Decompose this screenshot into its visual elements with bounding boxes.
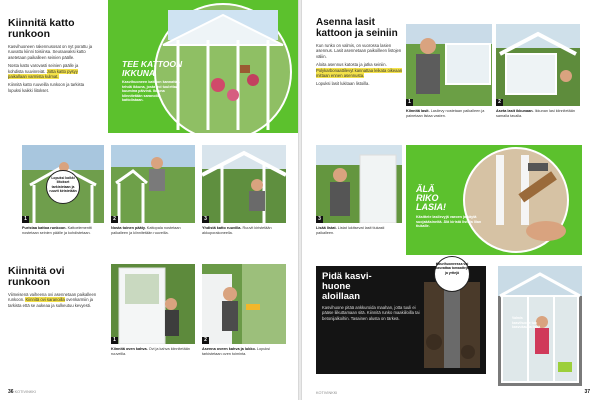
door-step-1-number: 1 bbox=[111, 337, 118, 344]
walls-title-line1: Asenna lasit bbox=[316, 17, 375, 28]
door-step-2-number: 2 bbox=[202, 337, 209, 344]
door-step-1-caption: Kiinnitä oven kahva. Ovi ja kahva kiinnitetään ruuveilla. bbox=[111, 347, 190, 356]
step-photo-2 bbox=[111, 145, 195, 223]
right-footer: KOTIVINKKI bbox=[316, 391, 338, 395]
step-1-number: 1 bbox=[22, 216, 29, 223]
glass-photo-2 bbox=[496, 24, 580, 106]
door-paragraph-1: Viimeisenä vaiheena ovi asennetaan paikalleen runkoon. Kiinnitä ovi saranoilla ovenkarmiin ja tarkista että se aukeaa ja sulkeutuu kevyesti. bbox=[8, 292, 97, 308]
glass-step-2-caption: Aseta lasit ikkunaan. Ikkunan lasi kiinnitetään samalla tavalla. bbox=[496, 109, 575, 118]
glass-photo-3 bbox=[316, 145, 402, 223]
plants-dark-panel bbox=[316, 262, 486, 374]
door-step-2-caption: Asenna oveen kahva ja lukko. Lopuksi tarkistetaan oven toiminta. bbox=[202, 347, 270, 356]
glass-step-3-caption: Lisää listat. Listat lukitsevat lasit tiukasti paikalleen. bbox=[316, 226, 385, 235]
roof-paragraph-3: Kiinnitä katto ruuveilla runkoon ja tarkista lopuksi kaikki liitokset. bbox=[8, 82, 85, 93]
step-photo-3 bbox=[202, 145, 286, 223]
right-page-number: 37 bbox=[584, 389, 590, 395]
finished-greenhouse-photo bbox=[498, 266, 582, 386]
step-2-caption: Nosta toinen pääty. Kattopala nostetaan paikalleen ja kiinnitetään ruuveilla. bbox=[111, 226, 181, 235]
tip-roof-window-title: TEE KATTOON IKKUNA bbox=[122, 59, 183, 78]
walls-paragraph-2: Aloita asennus katosta ja jatka seiniin. Polykarbonaattilevyt kannattaa leikata oikeaan mittaan ennen asennusta. bbox=[316, 62, 403, 79]
door-highlight: Kiinnitä ovi saranoilla bbox=[25, 297, 65, 303]
glass-step-1-caption: Kiinnitä lasit. Lasilevy nostetaan paikalleen ja painetaan listaa vasten. bbox=[406, 109, 485, 118]
roof-title-line2: runkoon bbox=[8, 28, 50, 41]
roof-paragraph-2: Nosta katto varovasti seinien päälle ja kohdista ruuvinreiät. Jotta katto pysyy paikallaan varmista kulmat. bbox=[8, 63, 79, 80]
roof-paragraph-1: Kasvihuoneen rakennusosat on nyt porattu ja ruuvattu kiinni toisiinsa. Seuraavaksi katto asetetaan paikalleen seinien päälle. bbox=[8, 44, 93, 60]
tip-badge-circle: Lopuksi kaikki liitokset tarkistetaan ja ruuvit kiristetään bbox=[46, 170, 80, 204]
roof-highlight: Jotta katto pysyy paikallaan varmista kulmat. bbox=[8, 68, 78, 80]
left-page-number: 36 bbox=[8, 389, 14, 395]
walls-paragraph-1: Kun runko on valmis, on vuorossa lasien asennus. Lasit asennetaan paikoilleen listojen väliin. bbox=[316, 43, 402, 59]
roof-section bbox=[8, 18, 93, 93]
right-page-number-wrap bbox=[584, 389, 590, 395]
glass-step-1-number: 1 bbox=[406, 99, 413, 106]
right-page bbox=[302, 0, 600, 400]
glass-step-2-number: 2 bbox=[496, 99, 503, 106]
walls-title-line2: kattoon ja seiniin bbox=[316, 27, 398, 39]
tip-green-panel bbox=[108, 0, 298, 133]
plants-section bbox=[322, 272, 422, 321]
step-2-number: 2 bbox=[111, 216, 118, 223]
glass-photo-1 bbox=[406, 24, 492, 106]
soil-photo bbox=[424, 282, 480, 368]
tip-roof-window-text: Kasvihuoneen kattoon kannattaa tehdä ikkuna, josta voi tuulettaa kuumina päivinä. Ikkuna kiinnitetään saranoilla kattolistaan. bbox=[122, 80, 180, 103]
finished-photo-caption: Valmis kasvihuone tuo kasvukautta lisää bbox=[512, 316, 541, 330]
door-title-line2: runkoon bbox=[8, 276, 50, 289]
walls-section bbox=[316, 18, 404, 87]
left-footer: 36 KOTIVINKKI bbox=[8, 389, 36, 395]
door-section bbox=[8, 266, 103, 308]
plants-title-line3: aloillaan bbox=[322, 290, 361, 302]
step-3-number: 3 bbox=[202, 216, 209, 223]
walls-highlight: Polykarbonaattilevyt kannattaa leikata oikeaan mittaan ennen asennusta. bbox=[316, 67, 403, 79]
step-1-caption: Puristaa kattoa runkoon. Kattoelementti nostetaan seinien päälle ja kohdistetaan. bbox=[22, 226, 92, 235]
door-title-line1: Kiinnitä ovi bbox=[8, 265, 65, 277]
step-3-caption: Yhdistä katto ruuvilla. Ruuvit kiristetään akkuporakoneella. bbox=[202, 226, 272, 235]
roof-title-line1: Kiinnitä katto bbox=[8, 17, 75, 29]
plants-paragraph: Kasvihuone pitää ankkuroida maahan, jotta tuuli ei pääse liikuttamaan sitä. Kiinnitä runko maakiiloilla tai betonijalkoihin. Tasainen alusta on tärkeä. bbox=[322, 304, 420, 321]
plants-badge-circle: Kasvihuoneessa voi kasvattaa tomaatteja ja yrttejä bbox=[434, 256, 470, 292]
plants-title-line2: huone bbox=[322, 280, 351, 292]
left-page bbox=[0, 0, 298, 400]
door-photo-2 bbox=[202, 264, 286, 344]
plants-title-line1: Pidä kasvi- bbox=[322, 271, 372, 282]
glass-step-3-number: 3 bbox=[316, 216, 323, 223]
walls-paragraph-3: Lopuksi lasit lukitaan listoilla. bbox=[316, 81, 370, 87]
tip-glass-panel bbox=[406, 145, 582, 255]
tip-dont-break-glass-text: Käsittele lasilevyjä varoen ja käytä suojakäsineitä. Älä kiristä listoja liian tiukalle. bbox=[416, 215, 482, 229]
tip-dont-break-glass-title: ÄLÄ RIKO LASIA! bbox=[416, 184, 446, 212]
door-photo-1 bbox=[111, 264, 195, 344]
